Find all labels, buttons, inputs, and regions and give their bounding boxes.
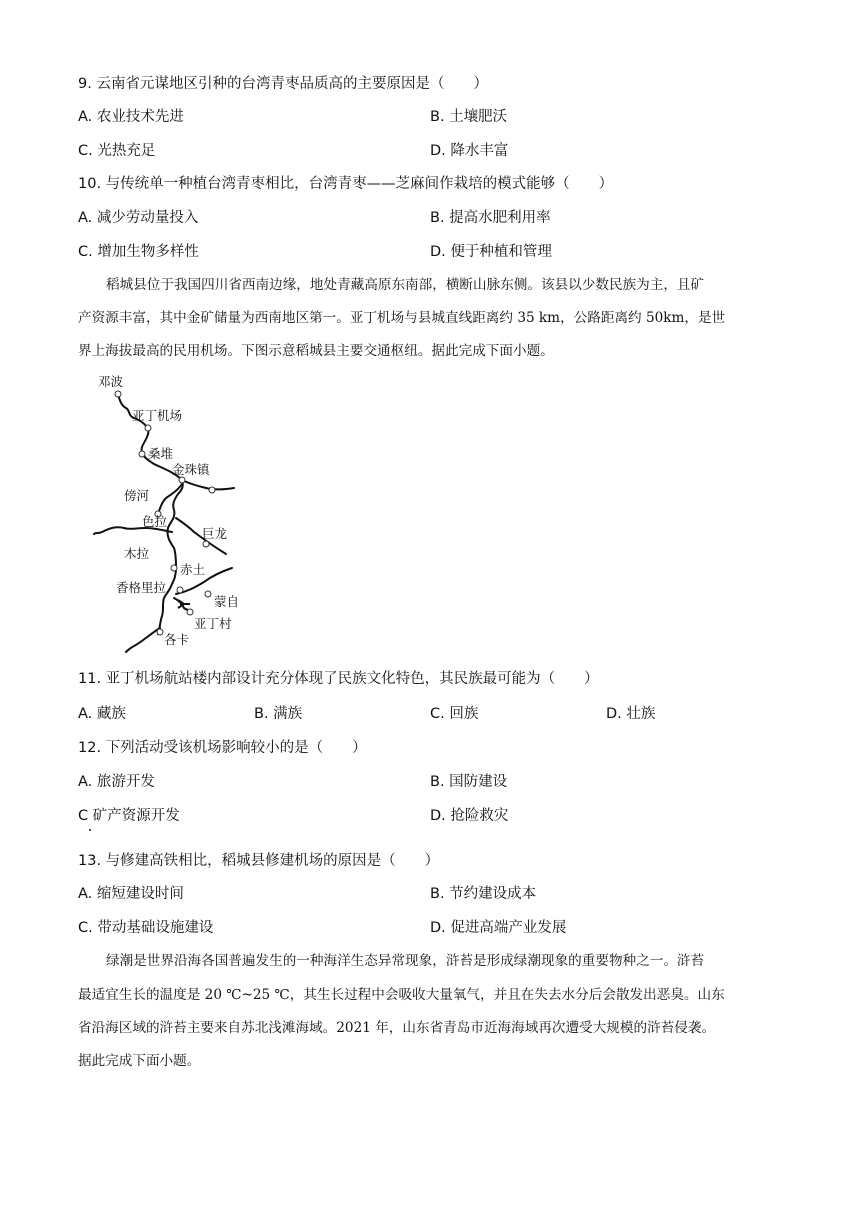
label-jinzhu: 金珠镇 bbox=[172, 462, 210, 477]
q11-stem: 11. 亚丁机场航站楼内部设计充分体现了民族文化特色，其民族最可能为（ ） bbox=[78, 671, 599, 687]
q12-option-a: A. 旅游开发 bbox=[78, 774, 155, 790]
q12-option-c: C 矿产资源开发 bbox=[78, 808, 180, 824]
geka-dot bbox=[157, 629, 163, 635]
label-julong: 巨龙 bbox=[202, 526, 228, 541]
label-yadingcun: 亚丁村 bbox=[194, 616, 232, 631]
east-dot bbox=[209, 487, 215, 493]
sangdui-dot bbox=[139, 451, 145, 457]
road-southwest bbox=[126, 628, 160, 652]
jinzhu-dot bbox=[179, 477, 185, 483]
q11-option-d: D. 壮族 bbox=[606, 706, 656, 722]
transport-map bbox=[90, 372, 260, 662]
label-airport: 亚丁机场 bbox=[132, 408, 183, 423]
q10-option-d: D. 便于种植和管理 bbox=[430, 244, 552, 260]
chitu-dot bbox=[171, 565, 177, 571]
q12-stem: 12. 下列活动受该机场影响较小的是（ ） bbox=[78, 740, 367, 756]
label-banghe: 傍河 bbox=[124, 488, 150, 503]
q9-option-b: B. 土壤肥沃 bbox=[430, 109, 508, 125]
passage2-line1: 绿潮是世界沿海各国普遍发生的一种海洋生态异常现象，浒苔是形成绿潮现象的重要物种之一。浒苔 bbox=[106, 953, 705, 969]
q9-stem: 9. 云南省元谋地区引种的台湾青枣品质高的主要原因是（ ） bbox=[78, 76, 488, 92]
q9-option-a: A. 农业技术先进 bbox=[78, 109, 184, 125]
q12-option-d: D. 抢险救灾 bbox=[430, 808, 509, 824]
label-shangrila: 香格里拉 bbox=[116, 580, 167, 595]
road-banghe bbox=[158, 484, 182, 514]
airport-dot bbox=[145, 425, 151, 431]
passage1-line1: 稻城县位于我国四川省西南边缘，地处青藏高原东南部，横断山脉东侧。该县以少数民族为主，且矿 bbox=[106, 277, 705, 293]
passage2-line2: 最适宜生长的温度是 20 ℃~25 ℃，其生长过程中会吸收大量氧气，并且在失去水分后会散发出恶臭。山东 bbox=[78, 987, 725, 1003]
q10-option-a: A. 减少劳动量投入 bbox=[78, 210, 199, 226]
q11-option-a: A. 藏族 bbox=[78, 706, 126, 722]
label-sela: 色拉 bbox=[142, 514, 168, 529]
mengzi-dot bbox=[205, 591, 211, 597]
passage1-line2: 产资源丰富，其中金矿储量为西南地区第一。亚丁机场与县城直线距离约 35 km，公路距离约 50km，是世 bbox=[78, 310, 726, 326]
label-sangdui: 桑堆 bbox=[148, 446, 174, 461]
q13-stem: 13. 与修建高铁相比，稻城县修建机场的原因是（ ） bbox=[78, 853, 440, 869]
q10-option-c: C. 增加生物多样性 bbox=[78, 244, 199, 260]
q12-option-b: B. 国防建设 bbox=[430, 774, 508, 790]
q13-option-c: C. 带动基础设施建设 bbox=[78, 920, 214, 936]
q13-option-b: B. 节约建设成本 bbox=[430, 886, 537, 902]
passage2-line4: 据此完成下面小题。 bbox=[78, 1053, 201, 1069]
label-dengbo: 邓波 bbox=[98, 374, 124, 389]
passage1-line3: 界上海拔最高的民用机场。下图示意稻城县主要交通枢纽。据此完成下面小题。 bbox=[78, 343, 554, 359]
label-chitu: 赤土 bbox=[180, 562, 206, 577]
q11-option-b: B. 满族 bbox=[254, 706, 303, 722]
q11-option-c: C. 回族 bbox=[430, 706, 479, 722]
dengbo-dot bbox=[115, 391, 121, 397]
label-geka: 各卡 bbox=[164, 632, 190, 647]
q13-option-a: A. 缩短建设时间 bbox=[78, 886, 184, 902]
stray-dot bbox=[89, 829, 91, 831]
q10-option-b: B. 提高水肥利用率 bbox=[430, 210, 551, 226]
shangrila-dot bbox=[177, 587, 183, 593]
q9-option-d: D. 降水丰富 bbox=[430, 143, 509, 159]
label-mengzi: 蒙自 bbox=[214, 594, 240, 609]
julong-dot bbox=[203, 541, 209, 547]
q9-option-c: C. 光热充足 bbox=[78, 143, 156, 159]
passage2-line3: 省沿海区域的浒苔主要来自苏北浅滩海域。2021 年，山东省青岛市近海海域再次遭受大规模的浒苔侵袭。 bbox=[78, 1020, 716, 1036]
yadingcun-dot bbox=[187, 609, 193, 615]
road-east-jinzhu bbox=[182, 480, 234, 490]
q13-option-d: D. 促进高端产业发展 bbox=[430, 920, 567, 936]
q10-stem: 10. 与传统单一种植台湾青枣相比，台湾青枣——芝麻间作栽培的模式能够（ ） bbox=[78, 176, 614, 192]
label-mula: 木拉 bbox=[124, 546, 150, 561]
